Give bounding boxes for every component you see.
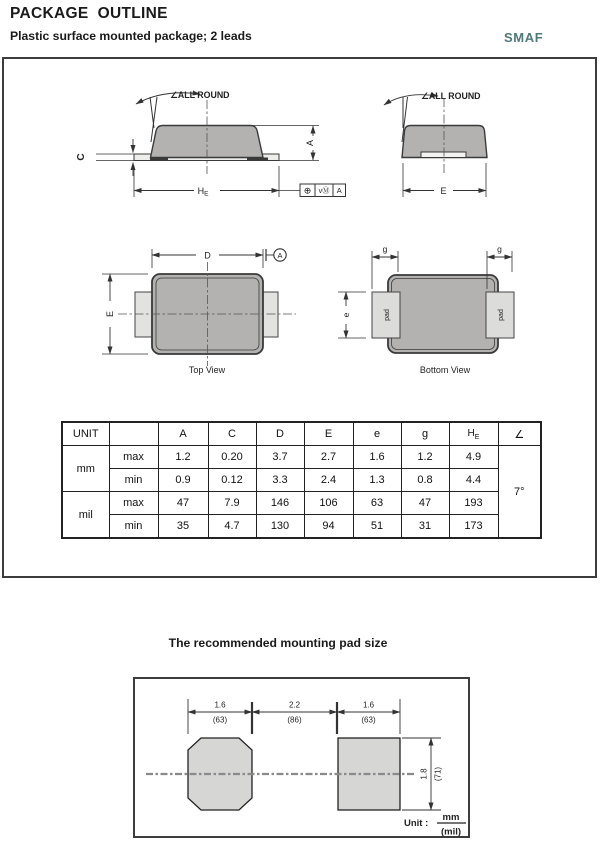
pad-left-label: pad xyxy=(384,309,391,321)
unit-numerator: mm xyxy=(442,812,460,823)
dim-g-right-label: g xyxy=(497,244,502,254)
pad-dim-right-mm: 1.6 xyxy=(362,700,375,710)
side-view-drawing xyxy=(76,90,346,198)
mounting-pad-drawing xyxy=(146,699,466,838)
pad-dim-left-mil: (63) xyxy=(212,715,228,725)
unit-header-cell: UNIT xyxy=(62,422,109,446)
pad-dim-right-mil: (63) xyxy=(361,715,376,725)
pad-dim-center-mil: (86) xyxy=(287,715,302,725)
datum-a-label: A xyxy=(277,251,283,260)
page-title: PACKAGE OUTLINE xyxy=(10,5,168,22)
pad-dim-height-mil: (71) xyxy=(433,766,443,782)
unit-mm-cell: mm xyxy=(62,446,109,492)
col-header-g: g xyxy=(401,422,449,446)
pad-dim-height-mm: 1.8 xyxy=(419,768,429,780)
table-row: min 0.9 0.12 3.3 2.4 1.3 0.8 4.4 xyxy=(62,469,541,492)
blank-header-cell xyxy=(109,422,158,446)
bottom-view-caption: Bottom View xyxy=(419,365,471,375)
col-header-d: D xyxy=(256,422,304,446)
mounting-pad-title: The recommended mounting pad size xyxy=(168,636,388,650)
top-dim-e-label: E xyxy=(105,310,115,318)
dim-g-left-label: g xyxy=(382,244,388,254)
pad-right-label: pad xyxy=(498,309,505,321)
position-symbol-icon: ⊕ xyxy=(303,185,312,196)
top-view-caption: Top View xyxy=(188,365,226,375)
bottom-view-body xyxy=(388,275,498,353)
table-header-row xyxy=(62,422,541,446)
angle-value-cell: 7° xyxy=(498,446,541,539)
unit-denominator: (mil) xyxy=(440,826,462,838)
col-header-e-upper: E xyxy=(304,422,353,446)
unit-mil-cell: mil xyxy=(62,492,109,539)
package-name: SMAF xyxy=(504,30,544,45)
dim-he-label: $H_E$ xyxy=(197,185,209,198)
top-view-drawing xyxy=(102,249,296,375)
side-all-round-label: ∠ALL ROUND xyxy=(170,90,230,100)
datum-ref-label: A xyxy=(336,186,342,196)
table-row: mil max 47 7.9 146 106 63 47 193 xyxy=(62,492,541,515)
col-header-angle: ∠ xyxy=(498,422,541,446)
table-row: mm max 1.2 0.20 3.7 2.7 1.6 1.2 4.9 7° xyxy=(62,446,541,469)
dimension-table xyxy=(61,421,542,539)
end-view-drawing xyxy=(384,91,487,197)
col-header-a: A xyxy=(158,422,208,446)
tolerance-frame xyxy=(300,184,346,197)
dim-a-label: A xyxy=(305,139,315,147)
end-all-round-label: ∠ALL ROUND xyxy=(421,91,481,101)
dim-c-label: C xyxy=(76,153,87,161)
col-header-he: $H_E$ xyxy=(449,422,498,446)
pad-dim-center-mm: 2.2 xyxy=(288,700,301,710)
col-header-c: C xyxy=(208,422,256,446)
mmc-symbol: vⓂ xyxy=(318,186,330,196)
pad-dim-left-mm: 1.6 xyxy=(214,700,226,710)
page-subtitle: Plastic surface mounted package; 2 leads xyxy=(10,29,252,43)
unit-note-label: Unit : xyxy=(404,818,429,829)
dim-e-lower-label: e xyxy=(341,312,351,318)
end-dim-e-label: E xyxy=(440,185,447,196)
bottom-view-drawing xyxy=(338,244,514,375)
dim-d-label: D xyxy=(204,250,211,261)
table-row: min 35 4.7 130 94 51 31 173 xyxy=(62,515,541,539)
col-header-e-lower: e xyxy=(353,422,401,446)
